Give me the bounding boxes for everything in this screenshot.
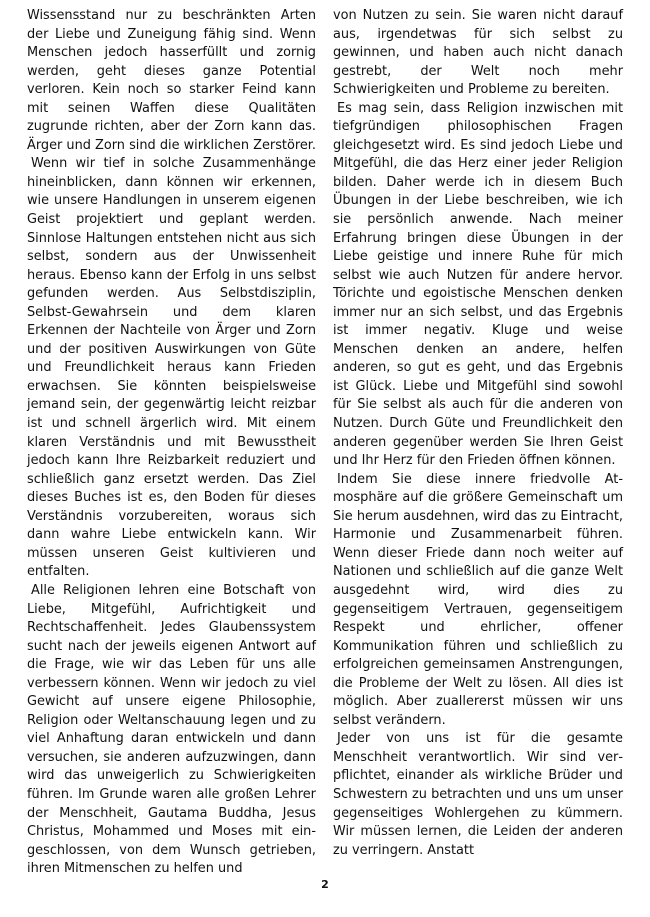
page-number: 2 — [321, 878, 329, 891]
paragraph: Jeder von uns ist für die gesamte Menschheit verantwortlich. Wir sind verpflichtet, einander als wirkliche Brüder und Schwestern zu betrachten und uns um unser gegenseitiges Wohlergehen zu kümmern. Wir müssen lernen, die Leiden der anderen zu verringern. Anstatt — [333, 731, 623, 858]
paragraph: Indem Sie diese innere friedvolle Atmosphäre auf die größere Gemeinschaft um Sie herum ausdehnen, wird das zu Eintracht, Harmonie und Zusammenarbeit führen. Wenn dieser Friede dann noch weiter auf Nationen und schließlich auf die ganze Welt ausgedehnt wird, wird dies zu gegenseitigem Vertrauen, gegenseitigem Respekt und ehrlicher, offener Kommunikation führen und schließlich zu erfolgreichen gemeinsamen Anstrengungen, die Probleme der Welt zu lösen. All dies ist möglich. Aber zuallererst müssen wir uns selbst verändern. — [333, 471, 623, 728]
left-column — [27, 7, 316, 879]
paragraph: Wenn wir tief in solche Zusammenhänge hineinblicken, dann können wir erkennen, wie unsere Handlungen in unserem eigenen Geist projektiert und geplant werden. Sinnlose Haltungen entstehen nicht aus sich selbst, sondern aus der Unwissenheit heraus. Ebenso kann der Erfolg in uns selbst gefunden werden. Aus Selbstdisziplin, Selbst-Gewahrsein und dem klaren Erkennen der Nachteile von Ärger und Zorn und der positiven Auswirkungen von Güte und Freundlichkeit heraus kann Frieden erwachsen. Sie könnten beispielsweise jemand sein, der gegenwärtig leicht reizbar ist und schnell ärgerlich wird. Mit einem klaren Verständnis und mit Bewusstheit jedoch kann Ihre Reizbarkeit reduziert und schließlich ganz ersetzt werden. Das Ziel dieses Buches ist es, den Boden für dieses Verständnis vorzubereiten, woraus sich dann wahre Liebe entwickeln kann. Wir müssen unseren Geist kultivieren und entfalten. — [27, 156, 316, 580]
paragraph: Alle Religionen lehren eine Botschaft von Liebe, Mitgefühl, Aufrichtigkeit und Rechtschaffenheit. Jedes Glaubenssystem sucht nach der jeweils eigenen Antwort auf die Frage, wie wir das Leben für uns alle verbessern können. Wenn wir jedoch zu viel Gewicht auf unsere eigene Philosophie, Religion oder Weltanschauung legen und zu viel Anhaftung daran entwickeln und dann versuchen, sie anderen aufzuzwingen, dann wird das unweigerlich zu Schwierigkeiten führen. Im Grunde waren alle großen Lehrer der Menschheit, Gautama Buddha, Jesus Christus, Mohammed und Moses mit eingeschlossen, von dem Wunsch getrieben, ihren Mitmenschen zu helfen und — [27, 582, 316, 877]
right-column — [333, 7, 623, 860]
paragraph: Wissensstand nur zu beschränkten Arten der Liebe und Zuneigung fähig sind. Wenn Menschen jedoch hasserfüllt und zornig werden, geht dieses ganze Potential verloren. Kein noch so starker Feind kann mit seinen Waffen diese Qualitäten zugrunde richten, aber der Zorn kann das. Ärger und Zorn sind die wirklichen Zerstörer. — [27, 8, 317, 153]
paragraph: Es mag sein, dass Religion inzwischen mit tiefgründigen philosophischen Fragen gleichgesetzt wird. Es sind jedoch Liebe und Mitgefühl, die das Herz einer jeder Religion bilden. Daher werde ich in diesem Buch Übungen in der Liebe beschreiben, wie ich sie persönlich anwende. Nach meiner Erfahrung bringen diese Übungen in der Liebe geistige und innere Ruhe für mich selbst wie auch Nutzen für andere hervor. Törichte und egoistische Menschen denken immer nur an sich selbst, und das Ergebnis ist immer negativ. Kluge und weise Menschen denken an andere, helfen anderen, so gut es geht, und das Ergebnis ist Glück. Liebe und Mitgefühl sind sowohl für Sie selbst als auch für die anderen von Nutzen. Durch Güte und Freundlichkeit den anderen gegenüber werden Sie Ihren Geist und Ihr Herz für den Frieden öffnen können. — [333, 100, 623, 469]
paragraph: von Nutzen zu sein. Sie waren nicht darauf aus, irgendetwas für sich selbst zu gewinnen, und haben auch nicht danach gestrebt, der Welt noch mehr Schwierigkeiten und Probleme zu bereiten. — [333, 8, 623, 98]
